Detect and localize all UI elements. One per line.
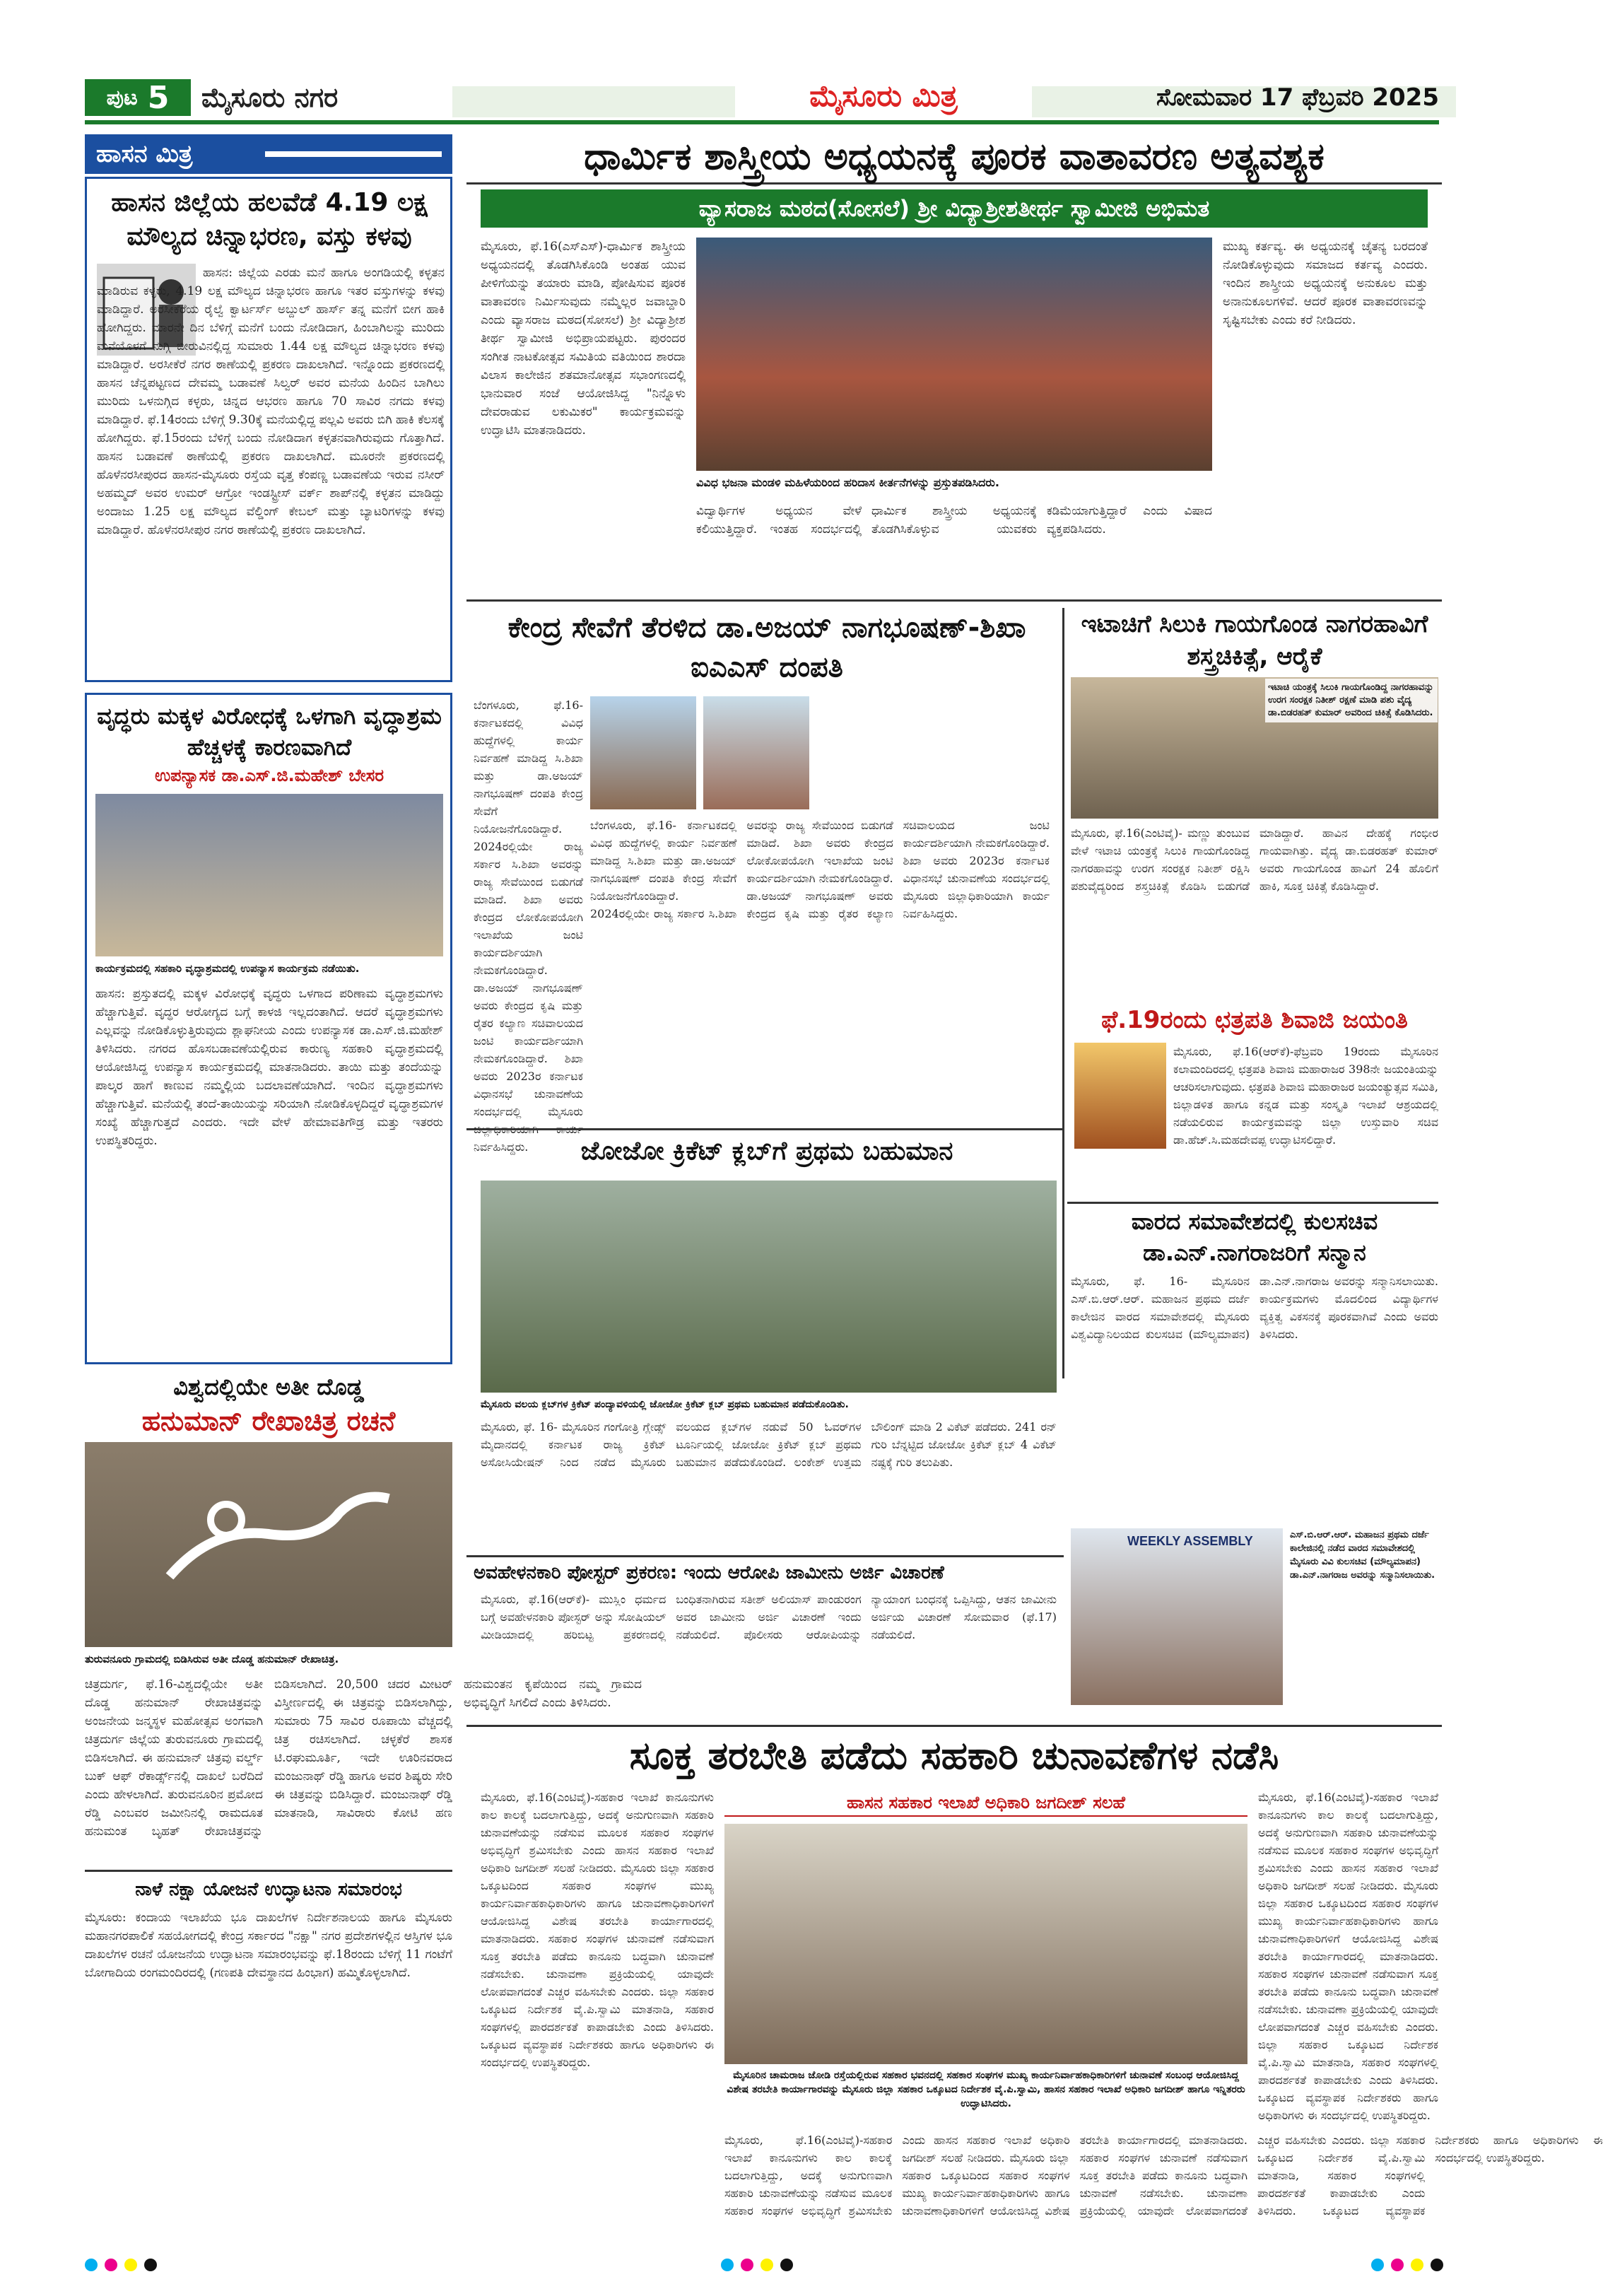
weekly-assembly-banner: WEEKLY ASSEMBLY [1127, 1534, 1253, 1548]
lead-photo-caption: ವಿವಿಧ ಭಜನಾ ಮಂಡಳಿ ಮಹಿಳೆಯರಿಂದ ಹರಿದಾಸ ಕೀರ್ತನೆಗಳನ್ನು ಪ್ರಸ್ತುತಪಡಿಸಿದರು. [696, 476, 999, 489]
coop-divider [466, 1725, 1442, 1727]
story-theft-headline: ಹಾಸನ ಜಿಲ್ಲೆಯ ಹಲವೆಡೆ 4.19 ಲಕ್ಷ ಮೌಲ್ಯದ ಚಿನ್ನಾಭರಣ, ವಸ್ತು ಕಳವು [111, 188, 428, 251]
coop-headline: ಸೂಕ್ತ ತರಬೇತಿ ಪಡೆದು ಸಹಕಾರಿ ಚುನಾವಣೆಗಳ ನಡೆಸಿ [629, 1733, 1279, 1778]
paper-name: ಮೈಸೂರು ಮಿತ್ರ [735, 75, 1032, 117]
coop-body-mid: ಮೈಸೂರು, ಫೆ.16(ಎಂಟಿವೈ)-ಸಹಕಾರ ಇಲಾಖೆ ಕಾನೂನುಗಳು ಕಾಲ ಕಾಲಕ್ಕೆ ಬದಲಾಗುತ್ತಿದ್ದು, ಅದಕ್ಕೆ ಅನುಗುಣವಾಗಿ ಸಹಕಾರಿ ಚುನಾವಣೆಯನ್ನು ನಡೆಸುವ ಮೂಲಕ ಸಹಕಾರ ಸಂಘಗಳ ಅಭಿವೃದ್ಧಿಗೆ ಶ್ರಮಿಸಬೇಕು ಎಂದು ಹಾಸನ ಸಹಕಾರ ಇಲಾಖೆ ಅಧಿಕಾರಿ ಜಗದೀಶ್ ಸಲಹೆ ನೀಡಿದರು. ಮೈಸೂರು ಜಿಲ್ಲಾ ಸಹಕಾರ ಒಕ್ಕೂಟದಿಂದ ಸಹಕಾರ ಸಂಘಗಳ ಮುಖ್ಯ ಕಾರ್ಯನಿರ್ವಾಹಕಾಧಿಕಾರಿಗಳು ಹಾಗೂ ಚುನಾವಣಾಧಿಕಾರಿಗಳಿಗೆ ಆಯೋಜಿಸಿದ್ದ ವಿಶೇಷ ತರಬೇತಿ ಕಾರ್ಯಾಗಾರದಲ್ಲಿ ಮಾತನಾಡಿದರು. ಸಹಕಾರ ಸಂಘಗಳ ಚುನಾವಣೆ ನಡೆಸುವಾಗ ಸೂಕ್ತ ತರಬೇತಿ ಪಡೆದು ಕಾನೂನು ಬದ್ಧವಾಗಿ ಚುನಾವಣೆ ನಡೆಸಬೇಕು. ಚುನಾವಣಾ ಪ್ರಕ್ರಿಯೆಯಲ್ಲಿ ಯಾವುದೇ ಲೋಪವಾಗದಂತೆ ಎಚ್ಚರ ವಹಿಸಬೇಕು ಎಂದರು. ಜಿಲ್ಲಾ ಸಹಕಾರ ಒಕ್ಕೂಟದ ನಿರ್ದೇಶಕ ವೈ.ಪಿ.ಸ್ವಾಮಿ ಮಾತನಾಡಿ, ಸಹಕಾರ ಸಂಘಗಳಲ್ಲಿ ಪಾರದರ್ಶಕತೆ ಕಾಪಾಡಬೇಕು ಎಂದು ತಿಳಿಸಿದರು. ಒಕ್ಕೂಟದ ವ್ಯವಸ್ಥಾಪಕ ನಿರ್ದೇಶಕರು ಹಾಗೂ ಅಧಿಕಾರಿಗಳು ಈ ಸಂದರ್ಭದಲ್ಲಿ ಉಪಸ್ಥಿತರಿದ್ದರು. [724, 2133, 1603, 2218]
oldage-event-photo [95, 794, 443, 956]
section-banner-hasana [85, 134, 452, 174]
cricket-headline: ಜೋಜೋ ಕ್ರಿಕೆಟ್ ಕ್ಲಬ್‌ಗೆ ಪ್ರಥಮ ಬಹುಮಾನ [580, 1137, 953, 1166]
story-oldage [85, 693, 452, 1364]
coop-workshop-photo [724, 1824, 1247, 2064]
section-banner-label: ಹಾಸನ ಮಿತ್ರ [96, 140, 193, 168]
story-oldage-subhead: ಉಪನ್ಯಾಸಕ ಡಾ.ಎಸ್.ಜಿ.ಮಹೇಶ್ ಬೇಸರ [154, 766, 384, 785]
color-registration-marks-right [1371, 2259, 1450, 2274]
story-hanuman-headline-1: ವಿಶ್ವದಲ್ಲಿಯೇ ಅತೀ ದೊಡ್ಡ [173, 1374, 364, 1400]
lead-bhajan-photo [696, 238, 1212, 471]
oldage-photo-caption: ಕಾರ್ಯಕ್ರಮದಲ್ಲಿ ಸಹಕಾರಿ ವೃದ್ಧಾಶ್ರಮದಲ್ಲಿ ಉಪನ್ಯಾಸ ಕಾರ್ಯಕ್ರಮ ನಡೆಯಿತು. [95, 962, 360, 975]
registrar-divider [1067, 1202, 1438, 1204]
registrar-photo-caption: ಎಸ್.ಬಿ.ಆರ್.ಆರ್. ಮಹಾಜನ ಪ್ರಥಮ ದರ್ಜೆ ಕಾಲೇಜಿನಲ್ಲಿ ನಡೆದ ವಾರದ ಸಮಾವೇಶದಲ್ಲಿ ಮೈಸೂರು ವಿವಿ ಕುಲಸಚಿವ (ಮೌಲ್ಯಮಾಪನ) ಡಾ.ಎನ್.ನಾಗರಾಜ ಅವರನ್ನು ಸನ್ಮಾನಿಸಲಾಯಿತು. [1290, 1530, 1435, 1581]
shivaji-headline: ಫೆ.19ರಂದು ಛತ್ರಪತಿ ಶಿವಾಜಿ ಜಯಂತಿ [1101, 1006, 1408, 1034]
lead-body-left: ಮೈಸೂರು, ಫೆ.16(ಎಸ್‌ಎಸ್)-ಧಾರ್ಮಿಕ ಶಾಸ್ತ್ರೀಯ ಅಧ್ಯಯನದಲ್ಲಿ ತೊಡಗಿಸಿಕೊಂಡಿ ಅಂತಹ ಯುವ ಪೀಳಿಗೆಯನ್ನು ತಯಾರು ಮಾಡಿ, ಪೋಷಿಸುವ ಪೂರಕ ವಾತಾವರಣ ನಿರ್ಮಿಸುವುದು ನಮ್ಮೆಲ್ಲರ ಜವಾಬ್ದಾರಿ ಎಂದು ವ್ಯಾಸರಾಜ ಮಠದ(ಸೋಸಲೆ) ಶ್ರೀ ವಿದ್ಯಾಶ್ರೀಶ ತೀರ್ಥ ಸ್ವಾಮೀಜಿ ಅಭಿಪ್ರಾಯಪಟ್ಟರು. ಪುರಂದರ ಸಂಗೀತ ನಾಟಕೋತ್ಸವ ಸಮಿತಿಯ ವತಿಯಿಂದ ಶಾರದಾ ವಿಲಾಸ ಕಾಲೇಜಿನ ಶತಮಾನೋತ್ಸವ ಸಭಾಂಗಣದಲ್ಲಿ ಭಾನುವಾರ ಸಂಜೆ ಆಯೋಜಿಸಿದ್ದ "ನಿನ್ನೊಳು ದೇವರಾಡುವ ಲಕುಮಿಕರ" ಕಾರ್ಯಕ್ರಮವನ್ನು ಉದ್ಘಾಟಿಸಿ ಮಾತನಾಡಿದರು. [481, 240, 686, 438]
story-hanuman-headline-2: ಹನುಮಾನ್ ರೇಖಾಚಿತ್ರ ರಚನೆ [141, 1405, 396, 1436]
ajay-portrait [590, 696, 696, 809]
masthead-rule [85, 120, 1439, 124]
lead-body-right: ಮುಖ್ಯ ಕರ್ತವ್ಯ. ಈ ಅಧ್ಯಯನಕ್ಕೆ ಚೈತನ್ಯ ಬರದಂತೆ ನೋಡಿಕೊಳ್ಳುವುದು ಸಮಾಜದ ಕರ್ತವ್ಯ ಎಂದರು. ಇಂದಿನ ಶಾಸ್ತ್ರೀಯ ಅಧ್ಯಯನಕ್ಕೆ ಅನುಕೂಲ ಮತ್ತು ಅನಾನುಕೂಲಗಳಿವೆ. ಆದರೆ ಪೂರಕ ವಾತಾವರಣವನ್ನು ಸೃಷ್ಟಿಸಬೇಕು ಎಂದು ಕರೆ ನೀಡಿದರು. [1223, 240, 1428, 327]
shivaji-portrait [1074, 1043, 1166, 1149]
shivaji-body: ಮೈಸೂರು, ಫೆ.16(ಆರ್‌ಕೆ)-ಫೆಬ್ರವರಿ 19ರಂದು ಮೈಸೂರಿನ ಕಲಾಮಂದಿರದಲ್ಲಿ ಛತ್ರಪತಿ ಶಿವಾಜಿ ಮಹಾರಾಜರ 398ನೇ ಜಯಂತಿಯನ್ನು ಆಚರಿಸಲಾಗುವುದು. ಛತ್ರಪತಿ ಶಿವಾಜಿ ಮಹಾರಾಜರ ಜಯಂತ್ಯುತ್ಸವ ಸಮಿತಿ, ಜಿಲ್ಲಾಡಳಿತ ಹಾಗೂ ಕನ್ನಡ ಮತ್ತು ಸಂಸ್ಕೃತಿ ಇಲಾಖೆ ಆಶ್ರಯದಲ್ಲಿ ನಡೆಯಲಿರುವ ಕಾರ್ಯಕ್ರಮವನ್ನು ಜಿಲ್ಲಾ ಉಸ್ತುವಾರಿ ಸಚಿವ ಡಾ.ಹೆಚ್.ಸಿ.ಮಹದೇವಪ್ಪ ಉದ್ಘಾಟಿಸಲಿದ್ದಾರೆ. [1173, 1045, 1438, 1147]
lead-body-mid: ವಿದ್ವಾರ್ಥಿಗಳ ಅಧ್ಯಯನ ವೇಳೆ ಕಲಿಯುತ್ತಿದ್ದಾರೆ. ಇಂತಹ ಸಂದರ್ಭದಲ್ಲಿ ಧಾರ್ಮಿಕ ಶಾಸ್ತ್ರೀಯ ಅಧ್ಯಯನಕ್ಕೆ ತೊಡಗಿಸಿಕೊಳ್ಳುವ ಯುವಕರು ಕಡಿಮೆಯಾಗುತ್ತಿದ್ದಾರೆ ಎಂದು ವಿಷಾದ ವ್ಯಕ್ತಪಡಿಸಿದರು. [696, 504, 1212, 537]
bail-body: ಮೈಸೂರು, ಫೆ.16(ಆರ್‌ಕೆ)- ಮುಸ್ಲಿಂ ಧರ್ಮದ ಬಗ್ಗೆ ಅವಹೇಳನಕಾರಿ ಪೋಸ್ಟರ್ ಅನ್ನು ಸೋಷಿಯಲ್ ಮೀಡಿಯಾದಲ್ಲಿ ಹರಿಬಿಟ್ಟ ಪ್ರಕರಣದಲ್ಲಿ ಬಂಧಿತನಾಗಿರುವ ಸತೀಶ್ ಅಲಿಯಾಸ್ ಪಾಂಡುರಂಗ ಅವರ ಜಾಮೀನು ಅರ್ಜಿ ವಿಚಾರಣೆ ಇಂದು ನಡೆಯಲಿದೆ. ಪೊಲೀಸರು ಆರೋಪಿಯನ್ನು ನ್ಯಾಯಾಂಗ ಬಂಧನಕ್ಕೆ ಒಪ್ಪಿಸಿದ್ದು, ಆತನ ಜಾಮೀನು ಅರ್ಜಿಯ ವಿಚಾರಣೆ ಸೋಮವಾರ (ಫೆ.17) ನಡೆಯಲಿದೆ. [481, 1593, 1057, 1641]
coop-subhead: ಹಾಸನ ಸಹಕಾರ ಇಲಾಖೆ ಅಧಿಕಾರಿ ಜಗದೀಶ್ ಸಲಹೆ [724, 1788, 1247, 1817]
registrar-body: ಮೈಸೂರು, ಫೆ. 16- ಮೈಸೂರಿನ ಎಸ್.ಬಿ.ಆರ್.ಆರ್. ಮಹಾಜನ ಪ್ರಥಮ ದರ್ಜೆ ಕಾಲೇಜಿನ ವಾರದ ಸಮಾವೇಶದಲ್ಲಿ ಮೈಸೂರು ವಿಶ್ವವಿದ್ಯಾನಿಲಯದ ಕುಲಸಚಿವ (ಮೌಲ್ಯಮಾಪನ) ಡಾ.ಎನ್.ನಾಗರಾಜ ಅವರನ್ನು ಸನ್ಮಾನಿಸಲಾಯಿತು. ಕಾರ್ಯಕ್ರಮಗಳು ಮೊದಲಿಂದ ವಿದ್ಯಾರ್ಥಿಗಳ ವ್ಯಕ್ತಿತ್ವ ವಿಕಸನಕ್ಕೆ ಪೂರಕವಾಗಿವೆ ಎಂದು ಅವರು ತಿಳಿಸಿದರು. [1071, 1275, 1438, 1341]
story-oldage-headline: ವೃದ್ಧರು ಮಕ್ಕಳ ವಿರೋಧಕ್ಕೆ ಒಳಗಾಗಿ ವೃದ್ಧಾಶ್ರಮ ಹೆಚ್ಚಳಕ್ಕೆ ಕಾರಣವಾಗಿದೆ [97, 703, 442, 761]
cricket-team-photo [481, 1181, 1057, 1393]
coop-body-right: ಮೈಸೂರು, ಫೆ.16(ಎಂಟಿವೈ)-ಸಹಕಾರ ಇಲಾಖೆ ಕಾನೂನುಗಳು ಕಾಲ ಕಾಲಕ್ಕೆ ಬದಲಾಗುತ್ತಿದ್ದು, ಅದಕ್ಕೆ ಅನುಗುಣವಾಗಿ ಸಹಕಾರಿ ಚುನಾವಣೆಯನ್ನು ನಡೆಸುವ ಮೂಲಕ ಸಹಕಾರ ಸಂಘಗಳ ಅಭಿವೃದ್ಧಿಗೆ ಶ್ರಮಿಸಬೇಕು ಎಂದು ಹಾಸನ ಸಹಕಾರ ಇಲಾಖೆ ಅಧಿಕಾರಿ ಜಗದೀಶ್ ಸಲಹೆ ನೀಡಿದರು. ಮೈಸೂರು ಜಿಲ್ಲಾ ಸಹಕಾರ ಒಕ್ಕೂಟದಿಂದ ಸಹಕಾರ ಸಂಘಗಳ ಮುಖ್ಯ ಕಾರ್ಯನಿರ್ವಾಹಕಾಧಿಕಾರಿಗಳು ಹಾಗೂ ಚುನಾವಣಾಧಿಕಾರಿಗಳಿಗೆ ಆಯೋಜಿಸಿದ್ದ ವಿಶೇಷ ತರಬೇತಿ ಕಾರ್ಯಾಗಾರದಲ್ಲಿ ಮಾತನಾಡಿದರು. ಸಹಕಾರ ಸಂಘಗಳ ಚುನಾವಣೆ ನಡೆಸುವಾಗ ಸೂಕ್ತ ತರಬೇತಿ ಪಡೆದು ಕಾನೂನು ಬದ್ಧವಾಗಿ ಚುನಾವಣೆ ನಡೆಸಬೇಕು. ಚುನಾವಣಾ ಪ್ರಕ್ರಿಯೆಯಲ್ಲಿ ಯಾವುದೇ ಲೋಪವಾಗದಂತೆ ಎಚ್ಚರ ವಹಿಸಬೇಕು ಎಂದರು. ಜಿಲ್ಲಾ ಸಹಕಾರ ಒಕ್ಕೂಟದ ನಿರ್ದೇಶಕ ವೈ.ಪಿ.ಸ್ವಾಮಿ ಮಾತನಾಡಿ, ಸಹಕಾರ ಸಂಘಗಳಲ್ಲಿ ಪಾರದರ್ಶಕತೆ ಕಾಪಾಡಬೇಕು ಎಂದು ತಿಳಿಸಿದರು. ಒಕ್ಕೂಟದ ವ್ಯವಸ್ಥಾಪಕ ನಿರ್ದೇಶಕರು ಹಾಗೂ ಅಧಿಕಾರಿಗಳು ಈ ಸಂದರ್ಭದಲ್ಲಿ ಉಪಸ್ಥಿತರಿದ್ದರು. [1258, 1791, 1438, 2122]
story-hanuman-body: ಚಿತ್ರದುರ್ಗ, ಫೆ.16-ವಿಶ್ವದಲ್ಲಿಯೇ ಅತೀ ದೊಡ್ಡ ಹನುಮಾನ್ ರೇಖಾಚಿತ್ರವನ್ನು ಅಂಜನೇಯ ಜನ್ಮಸ್ಥಳ ಮಹೋತ್ಸವ ಅಂಗವಾಗಿ ಚಿತ್ರದುರ್ಗ ಜಿಲ್ಲೆಯ ತುರುವನೂರು ಗ್ರಾಮದಲ್ಲಿ ಬಿಡಿಸಲಾಗಿದೆ. ಈ ಹನುಮಾನ್ ಚಿತ್ರವು ವರ್ಲ್ಡ್ ಬುಕ್ ಆಫ್ ರೆಕಾರ್ಡ್ಸ್‌ನಲ್ಲಿ ದಾಖಲೆ ಬರೆದಿದೆ ಎಂದು ಹೇಳಲಾಗಿದೆ. ತುರುವನೂರಿನ ಪ್ರಮೋದ ರೆಡ್ಡಿ ಎಂಬವರ ಜಮೀನಿನಲ್ಲಿ ರಾಮದೂತ ಹನುಮಂತ ಬೃಹತ್ ರೇಖಾಚಿತ್ರವನ್ನು ಬಿಡಿಸಲಾಗಿದೆ. 20,500 ಚದರ ಮೀಟರ್ ವಿಸ್ತೀರ್ಣದಲ್ಲಿ ಈ ಚಿತ್ರವನ್ನು ಬಿಡಿಸಲಾಗಿದ್ದು, ಸುಮಾರು 75 ಸಾವಿರ ರೂಪಾಯಿ ವೆಚ್ಚದಲ್ಲಿ ಚಿತ್ರ ರಚಿಸಲಾಗಿದೆ. ಚಳ್ಳಕೆರೆ ಶಾಸಕ ಟಿ.ರಘುಮೂರ್ತಿ, ಇದೇ ಊರಿನವರಾದ ಮಂಜುನಾಥ್ ರೆಡ್ಡಿ ಹಾಗೂ ಅವರ ಶಿಷ್ಯರು ಸೇರಿ ಈ ಚಿತ್ರವನ್ನು ಬಿಡಿಸಿದ್ದಾರೆ. ಮಂಜುನಾಥ್ ರೆಡ್ಡಿ ಮಾತನಾಡಿ, ಸಾವಿರಾರು ಕೋಟಿ ಹಣ ಹನುಮಂತನ ಕೃಪೆಯಿಂದ ನಮ್ಮ ಗ್ರಾಮದ ಅಭಿವೃದ್ಧಿಗೆ ಸಿಗಲಿದೆ ಎಂದು ತಿಳಿಸಿದರು. [85, 1677, 642, 1839]
story-theft [85, 177, 452, 682]
lead-divider [466, 599, 1442, 602]
section-title: ಮೈಸೂರು ನಗರ [201, 82, 339, 113]
cricket-photo-caption: ಮೈಸೂರು ವಲಯ ಕ್ಲಬ್‌ಗಳ ಕ್ರಿಕೆಟ್ ಪಂದ್ಯಾವಳಿಯಲ್ಲಿ ಜೋಜೋ ಕ್ರಿಕೆಟ್ ಕ್ಲಬ್ ಪ್ರಥಮ ಬಹುಮಾನ ಪಡೆದುಕೊಂಡಿತು. [481, 1399, 849, 1410]
issue-date: ಸೋಮವಾರ 17 ಫೆಬ್ರವರಿ 2025 [1156, 83, 1439, 112]
hanuman-drawing-photo [85, 1442, 452, 1647]
snake-photo-caption: ಇಟಾಚಿ ಯಂತ್ರಕ್ಕೆ ಸಿಲುಕಿ ಗಾಯಗೊಂಡಿದ್ದ ನಾಗರಹಾವನ್ನು ಉರಗ ಸಂರಕ್ಷಕ ನಿತೀಶ್ ರಕ್ಷಣೆ ಮಾಡಿ ಪಶು ವೈದ್ಯ ಡಾ.ಬಿಡರಹತ್ ಕುಮಾರ್ ಅವರಿಂದ ಚಿಕಿತ್ಸೆ ಕೊಡಿಸಿದರು. [1265, 679, 1438, 722]
registrar-headline: ವಾರದ ಸಮಾವೇಶದಲ್ಲಿ ಕುಲಸಚಿವ ಡಾ.ಎನ್.ನಾಗರಾಜರಿಗೆ ಸನ್ಮಾನ [1131, 1208, 1378, 1266]
color-registration-marks-left [85, 2259, 164, 2274]
lead-headline: ಧಾರ್ಮಿಕ ಶಾಸ್ತ್ರೀಯ ಅಧ್ಯಯನಕ್ಕೆ ಪೂರಕ ವಾತಾವರಣ ಅತ್ಯವಶ್ಯಕ [466, 131, 1442, 184]
hanuman-photo-caption: ತುರುವನೂರು ಗ್ರಾಮದಲ್ಲಿ ಬಿಡಿಸಿರುವ ಅತೀ ದೊಡ್ಡ ಹನುಮಾನ್ ರೇಖಾಚಿತ್ರ. [85, 1653, 339, 1665]
story-naksha [85, 1870, 452, 2075]
coop-photo-caption: ಮೈಸೂರಿನ ಚಾಮರಾಜ ಜೋಡಿ ರಸ್ತೆಯಲ್ಲಿರುವ ಸಹಕಾರ ಭವನದಲ್ಲಿ ಸಹಕಾರ ಸಂಘಗಳ ಮುಖ್ಯ ಕಾರ್ಯನಿರ್ವಾಹಕಾಧಿಕಾರಿಗಳಿಗೆ ಚುನಾವಣೆ ಸಂಬಂಧ ಆಯೋಜಿಸಿದ್ದ ವಿಶೇಷ ತರಬೇತಿ ಕಾರ್ಯಾಗಾರವನ್ನು ಮೈಸೂರು ಜಿಲ್ಲಾ ಸಹಕಾರ ಒಕ್ಕೂಟದ ನಿರ್ದೇಶಕ ವೈ.ಪಿ.ಸ್ವಾಮಿ, ಹಾಸನ ಸಹಕಾರ ಇಲಾಖೆ ಅಧಿಕಾರಿ ಜಗದೀಶ್ ಹಾಗೂ ಇನ್ನಿತರರು ಉದ್ಘಾಟಿಸಿದರು. [727, 2070, 1245, 2109]
ias-body-2: ಬೆಂಗಳೂರು, ಫೆ.16- ಕರ್ನಾಟಕದಲ್ಲಿ ವಿವಿಧ ಹುದ್ದೆಗಳಲ್ಲಿ ಕಾರ್ಯ ನಿರ್ವಹಣೆ ಮಾಡಿದ್ದ ಸಿ.ಶಿಖಾ ಮತ್ತು ಡಾ.ಅಜಯ್ ನಾಗಭೂಷಣ್ ದಂಪತಿ ಕೇಂದ್ರ ಸೇವೆಗೆ ನಿಯೋಜನೆಗೊಂಡಿದ್ದಾರೆ. 2024ರಲ್ಲಿಯೇ ರಾಜ್ಯ ಸರ್ಕಾರ ಸಿ.ಶಿಖಾ ಅವರನ್ನು ರಾಜ್ಯ ಸೇವೆಯಿಂದ ಬಿಡುಗಡೆ ಮಾಡಿದೆ. ಶಿಖಾ ಅವರು ಕೇಂದ್ರದ ಲೋಕೋಪಯೋಗಿ ಇಲಾಖೆಯ ಜಂಟಿ ಕಾರ್ಯದರ್ಶಿಯಾಗಿ ನೇಮಕಗೊಂಡಿದ್ದಾರೆ. ಡಾ.ಅಜಯ್ ನಾಗಭೂಷಣ್ ಅವರು ಕೇಂದ್ರದ ಕೃಷಿ ಮತ್ತು ರೈತರ ಕಲ್ಯಾಣ ಸಚಿವಾಲಯದ ಜಂಟಿ ಕಾರ್ಯದರ್ಶಿಯಾಗಿ ನೇಮಕಗೊಂಡಿದ್ದಾರೆ. ಶಿಖಾ ಅವರು 2023ರ ಕರ್ನಾಟಕ ವಿಧಾನಸಭೆ ಚುನಾವಣೆಯ ಸಂದರ್ಭದಲ್ಲಿ ಮೈಸೂರು ಜಿಲ್ಲಾಧಿಕಾರಿಯಾಗಿ ಕಾರ್ಯ ನಿರ್ವಹಿಸಿದ್ದರು. [590, 819, 1050, 920]
shikha-portrait [703, 696, 809, 809]
story-naksha-body: ಮೈಸೂರು: ಕಂದಾಯ ಇಲಾಖೆಯ ಭೂ ದಾಖಲೆಗಳ ನಿರ್ದೇಶನಾಲಯ ಹಾಗೂ ಮೈಸೂರು ಮಹಾನಗರಪಾಲಿಕೆ ಸಹಯೋಗದಲ್ಲಿ ಕೇಂದ್ರ ಸರ್ಕಾರದ "ನಕ್ಷಾ" ನಗರ ಪ್ರದೇಶಗಳಲ್ಲಿನ ಆಸ್ತಿಗಳ ಭೂ ದಾಖಲೆಗಳ ರಚನೆ ಯೋಜನೆಯ ಉದ್ಘಾಟನಾ ಸಮಾರಂಭವನ್ನು ಫೆ.18ರಂದು ಬೆಳಿಗ್ಗೆ 11 ಗಂಟೆಗೆ ಬೋಗಾದಿಯ ರಂಗಮಂದಿರದಲ್ಲಿ (ಗಣಪತಿ ದೇವಸ್ಥಾನದ ಹಿಂಭಾಗ) ಹಮ್ಮಿಕೊಳ್ಳಲಾಗಿದೆ. [85, 1911, 452, 1980]
color-registration-marks-center [721, 2259, 800, 2274]
registrar-event-photo [1071, 1528, 1283, 1705]
cricket-divider [466, 1128, 1064, 1130]
ias-body-1: ಬೆಂಗಳೂರು, ಫೆ.16- ಕರ್ನಾಟಕದಲ್ಲಿ ವಿವಿಧ ಹುದ್ದೆಗಳಲ್ಲಿ ಕಾರ್ಯ ನಿರ್ವಹಣೆ ಮಾಡಿದ್ದ ಸಿ.ಶಿಖಾ ಮತ್ತು ಡಾ.ಅಜಯ್ ನಾಗಭೂಷಣ್ ದಂಪತಿ ಕೇಂದ್ರ ಸೇವೆಗೆ ನಿಯೋಜನೆಗೊಂಡಿದ್ದಾರೆ. 2024ರಲ್ಲಿಯೇ ರಾಜ್ಯ ಸರ್ಕಾರ ಸಿ.ಶಿಖಾ ಅವರನ್ನು ರಾಜ್ಯ ಸೇವೆಯಿಂದ ಬಿಡುಗಡೆ ಮಾಡಿದೆ. ಶಿಖಾ ಅವರು ಕೇಂದ್ರದ ಲೋಕೋಪಯೋಗಿ ಇಲಾಖೆಯ ಜಂಟಿ ಕಾರ್ಯದರ್ಶಿಯಾಗಿ ನೇಮಕಗೊಂಡಿದ್ದಾರೆ. ಡಾ.ಅಜಯ್ ನಾಗಭೂಷಣ್ ಅವರು ಕೇಂದ್ರದ ಕೃಷಿ ಮತ್ತು ರೈತರ ಕಲ್ಯಾಣ ಸಚಿವಾಲಯದ ಜಂಟಿ ಕಾರ್ಯದರ್ಶಿಯಾಗಿ ನೇಮಕಗೊಂಡಿದ್ದಾರೆ. ಶಿಖಾ ಅವರು 2023ರ ಕರ್ನಾಟಕ ವಿಧಾನಸಭೆ ಚುನಾವಣೆಯ ಸಂದರ್ಭದಲ್ಲಿ ಮೈಸೂರು ನಿರ್ವಹಿಸಿದ್ದರು. [474, 698, 583, 1154]
bail-divider [466, 1555, 1064, 1557]
story-theft-body: ಹಾಸನ: ಜಿಲ್ಲೆಯ ಎರಡು ಮನೆ ಹಾಗೂ ಅಂಗಡಿಯಲ್ಲಿ ಕಳ್ಳತನ ಮಾಡಿರುವ ಕಳ್ಳರು, 4.19 ಲಕ್ಷ ಮೌಲ್ಯದ ಚಿನ್ನಾಭರಣ ಹಾಗೂ ಇತರ ವಸ್ತುಗಳನ್ನು ಕಳವು ಮಾಡಿದ್ದಾರೆ. ಅರಸೀಕೆರೆಯ ರೈಲ್ವೆ ಕ್ವಾರ್ಟರ್ಸ್ ಅಬ್ದುಲ್ ಹಾರ್ಸ್ ತನ್ನ ಮನೆಗೆ ಬೀಗ ಹಾಕಿ ಹೋಗಿದ್ದರು. ಮಾರನೇ ದಿನ ಬೆಳಿಗ್ಗೆ ಮನೆಗೆ ಬಂದು ನೋಡಿದಾಗ, ಹಿಂಬಾಗಿಲನ್ನು ಮುರಿದು ಮನೆಯೊಳಗೆ ನುಗ್ಗಿ ಬೀರುವಿನಲ್ಲಿದ್ದ ಸುಮಾರು 1.44 ಲಕ್ಷ ಮೌಲ್ಯದ ಚಿನ್ನಾಭರಣ ಕಳವು ಮಾಡಿದ್ದಾರೆ. ಅರಸೀಕೆರೆ ನಗರ ಠಾಣೆಯಲ್ಲಿ ಪ್ರಕರಣ ದಾಖಲಾಗಿದೆ. ಇನ್ನೊಂದು ಪ್ರಕರಣದಲ್ಲಿ ಹಾಸನ ಚೆನ್ನಪಟ್ಟಣದ ದೇವಮ್ಮ ಬಡಾವಣೆ ಸಿಲ್ವರ್ ಅವರ ಮನೆಯ ಹಿಂದಿನ ಬಾಗಿಲು ಮುರಿದು ಒಳನುಗ್ಗಿದ ಕಳ್ಳರು, ಚಿನ್ನದ ಆಭರಣ ಹಾಗೂ 70 ಸಾವಿರ ನಗದು ಕಳವು ಮಾಡಿದ್ದಾರೆ. ಫೆ.14ರಂದು ಬೆಳಿಗ್ಗೆ 9.30ಕ್ಕೆ ಮನೆಯಲ್ಲಿದ್ದ ಪಲ್ಲವಿ ಅವರು ಬಿಗಿ ಹಾಕಿ ಕೆಲಸಕ್ಕೆ ಹೋಗಿದ್ದರು. ಫೆ.15ರಂದು ಬೆಳಿಗ್ಗೆ ಬಂದು ನೋಡಿದಾಗ ಕಳ್ಳತನವಾಗಿರುವುದು ಗೊತ್ತಾಗಿದೆ. ಹಾಸನ ಬಡಾವಣೆ ಠಾಣೆಯಲ್ಲಿ ಪ್ರಕರಣ ದಾಖಲಾಗಿದೆ. ಮೂರನೇ ಪ್ರಕರಣದಲ್ಲಿ ಹೊಳೆನರಸೀಪುರದ ಹಾಸನ-ಮೈಸೂರು ರಸ್ತೆಯ ವೃತ್ತ ಕೆಂಪಣ್ಣ ಬಡಾವಣೆಯ ಇರುವ ನಸೀರ್ ಅಹಮ್ಮದ್ ಅವರ ಉಮರ್ ಆಗ್ರೋ ಇಂಡಸ್ಟ್ರೀಸ್ ವರ್ಕ್ ಶಾಪ್‌ನಲ್ಲಿ ಕಳ್ಳತನ ಮಾಡಿದ್ದು ಅಂದಾಜು 1.25 ಲಕ್ಷ ಮೌಲ್ಯದ ವೆಲ್ಡಿಂಗ್ ಕೇಬಲ್ ಮತ್ತು ಬ್ಯಾಟರಿಗಳನ್ನು ಕಳವು ಮಾಡಿದ್ದಾರೆ. ಹೊಳೆನರಸೀಪುರ ನಗರ ಠಾಣೆಯಲ್ಲಿ ಪ್ರಕರಣ ದಾಖಲಾಗಿದೆ. [97, 266, 445, 537]
page-number-box [85, 79, 191, 116]
coop-body-left: ಮೈಸೂರು, ಫೆ.16(ಎಂಟಿವೈ)-ಸಹಕಾರ ಇಲಾಖೆ ಕಾನೂನುಗಳು ಕಾಲ ಕಾಲಕ್ಕೆ ಬದಲಾಗುತ್ತಿದ್ದು, ಅದಕ್ಕೆ ಅನುಗುಣವಾಗಿ ಸಹಕಾರಿ ಚುನಾವಣೆಯನ್ನು ನಡೆಸುವ ಮೂಲಕ ಸಹಕಾರ ಸಂಘಗಳ ಅಭಿವೃದ್ಧಿಗೆ ಶ್ರಮಿಸಬೇಕು ಎಂದು ಹಾಸನ ಸಹಕಾರ ಇಲಾಖೆ ಅಧಿಕಾರಿ ಜಗದೀಶ್ ಸಲಹೆ ನೀಡಿದರು. ಮೈಸೂರು ಜಿಲ್ಲಾ ಸಹಕಾರ ಒಕ್ಕೂಟದಿಂದ ಸಹಕಾರ ಸಂಘಗಳ ಮುಖ್ಯ ಕಾರ್ಯನಿರ್ವಾಹಕಾಧಿಕಾರಿಗಳು ಹಾಗೂ ಚುನಾವಣಾಧಿಕಾರಿಗಳಿಗೆ ಆಯೋಜಿಸಿದ್ದ ವಿಶೇಷ ತರಬೇತಿ ಕಾರ್ಯಾಗಾರದಲ್ಲಿ ಮಾತನಾಡಿದರು. ಸಹಕಾರ ಸಂಘಗಳ ಚುನಾವಣೆ ನಡೆಸುವಾಗ ಸೂಕ್ತ ತರಬೇತಿ ಪಡೆದು ಕಾನೂನು ಬದ್ಧವಾಗಿ ಚುನಾವಣೆ ನಡೆಸಬೇಕು. ಚುನಾವಣಾ ಪ್ರಕ್ರಿಯೆಯಲ್ಲಿ ಯಾವುದೇ ಲೋಪವಾಗದಂತೆ ಎಚ್ಚರ ವಹಿಸಬೇಕು ಎಂದರು. ಜಿಲ್ಲಾ ಸಹಕಾರ ಒಕ್ಕೂಟದ ನಿರ್ದೇಶಕ ವೈ.ಪಿ.ಸ್ವಾಮಿ ಮಾತನಾಡಿ, ಸಹಕಾರ ಸಂಘಗಳಲ್ಲಿ ಪಾರದರ್ಶಕತೆ ಕಾಪಾಡಬೇಕು ಎಂದು ತಿಳಿಸಿದರು. ಒಕ್ಕೂಟದ ವ್ಯವಸ್ಥಾಪಕ ನಿರ್ದೇಶಕರು ಹಾಗೂ ಅಧಿಕಾರಿಗಳು ಈ ಸಂದರ್ಭದಲ್ಲಿ ಉಪಸ್ಥಿತರಿದ್ದರು. [481, 1791, 714, 2069]
bail-headline: ಅವಹೇಳನಕಾರಿ ಪೋಸ್ಟರ್ ಪ್ರಕರಣ: ಇಂದು ಆರೋಪಿ ಜಾಮೀನು ಅರ್ಜಿ ವಿಚಾರಣೆ [474, 1562, 944, 1583]
cricket-body: ಮೈಸೂರು, ಫೆ. 16- ಮೈಸೂರಿನ ಗಂಗೋತ್ರಿ ಗ್ಲೇಡ್ಸ್ ಮೈದಾನದಲ್ಲಿ ಕರ್ನಾಟಕ ರಾಜ್ಯ ಕ್ರಿಕೆಟ್ ಅಸೋಸಿಯೇಷನ್ ನಿಂದ ನಡೆದ ಮೈಸೂರು ವಲಯದ ಕ್ಲಬ್‌ಗಳ ನಡುವೆ 50 ಓವರ್‌ಗಳ ಟೂರ್ನಿಯಲ್ಲಿ ಜೋಜೋ ಕ್ರಿಕೆಟ್ ಕ್ಲಬ್ ಪ್ರಥಮ ಬಹುಮಾನ ಪಡೆದುಕೊಂಡಿದೆ. ಲಂಕೇಶ್ ಉತ್ತಮ ಬೌಲಿಂಗ್ ಮಾಡಿ 2 ವಿಕೆಟ್ ಪಡೆದರು. 241 ರನ್ ಗುರಿ ಬೆನ್ನಟ್ಟಿದ ಜೋಜೋ ಕ್ರಿಕೆಟ್ ಕ್ಲಬ್ 4 ವಿಕೆಟ್ ನಷ್ಟಕ್ಕೆ ಗುರಿ ತಲುಪಿತು. [481, 1420, 1057, 1469]
story-hanuman [85, 1371, 642, 1859]
snake-headline: ಇಟಾಚಿಗೆ ಸಿಲುಕಿ ಗಾಯಗೊಂಡ ನಾಗರಹಾವಿಗೆ ಶಸ್ತ್ರಚಿಕಿತ್ಸೆ, ಆರೈಕೆ [1081, 610, 1428, 671]
page-number: 5 [147, 79, 170, 116]
lead-subhead: ವ್ಯಾಸರಾಜ ಮಠದ(ಸೋಸಲೆ) ಶ್ರೀ ವಿದ್ಯಾಶ್ರೀಶತೀರ್ಥ ಸ್ವಾಮೀಜಿ ಅಭಿಮತ [481, 189, 1428, 228]
story-naksha-headline: ನಾಳೆ ನಕ್ಷಾ ಯೋಜನೆ ಉದ್ಘಾಟನಾ ಸಮಾರಂಭ [135, 1879, 402, 1900]
snake-body: ಮೈಸೂರು, ಫೆ.16(ಎಂಟಿವೈ)- ಮಣ್ಣು ತುಂಬುವ ವೇಳೆ ಇಟಾಚಿ ಯಂತ್ರಕ್ಕೆ ಸಿಲುಕಿ ಗಾಯಗೊಂಡಿದ್ದ ನಾಗರಹಾವನ್ನು ಉರಗ ಸಂರಕ್ಷಕ ನಿತೀಶ್ ರಕ್ಷಿಸಿ ಪಶುವೈದ್ಯರಿಂದ ಶಸ್ತ್ರಚಿಕಿತ್ಸೆ ಕೊಡಿಸಿ ಬಿಡುಗಡೆ ಮಾಡಿದ್ದಾರೆ. ಹಾವಿನ ದೇಹಕ್ಕೆ ಗಂಭೀರ ಗಾಯವಾಗಿತ್ತು. ವೈದ್ಯ ಡಾ.ಬಿಡರಹತ್ ಕುಮಾರ್ ಅವರು ಗಾಯಗೊಂಡ ಹಾವಿಗೆ 24 ಹೊಲಿಗೆ ಹಾಕಿ, ಸೂಕ್ತ ಚಿಕಿತ್ಸೆ ಕೊಡಿಸಿದ್ದಾರೆ. [1071, 826, 1438, 893]
story-oldage-body: ಹಾಸನ: ಪ್ರಸ್ತುತದಲ್ಲಿ ಮಕ್ಕಳ ವಿರೋಧಕ್ಕೆ ವೃದ್ಧರು ಒಳಗಾದ ಪರಿಣಾಮ ವೃದ್ಧಾಶ್ರಮಗಳು ಹೆಚ್ಚಾಗುತ್ತಿವೆ. ವೃದ್ಧರ ಆರೋಗ್ಯದ ಬಗ್ಗೆ ಕಾಳಜಿ ಇಲ್ಲದಂತಾಗಿದೆ. ಆದರೆ ವೃದ್ಧಾಶ್ರಮಗಳು ಎಲ್ಲವನ್ನು ನೋಡಿಕೊಳ್ಳುತ್ತಿರುವುದು ಶ್ಲಾಘನೀಯ ಎಂದು ಉಪನ್ಯಾಸಕ ಡಾ.ಎಸ್.ಜಿ.ಮಹೇಶ್ ತಿಳಿಸಿದರು. ನಗರದ ಹೊಸಬಡಾವಣೆಯಲ್ಲಿರುವ ಕಾರುಣ್ಯ ಸಹಕಾರಿ ವೃದ್ಧಾಶ್ರಮದಲ್ಲಿ ಆಯೋಜಿಸಿದ್ದ ಉಪನ್ಯಾಸ ಕಾರ್ಯಕ್ರಮದಲ್ಲಿ ಮಾತನಾಡಿದರು. ತಾಯಿ ಮತ್ತು ತಂದೆಯನ್ನು ಪಾಲ್ಕರ ಹಾಗೆ ಕಾಣುವ ನಮ್ಮಲ್ಲಿಯ ಬದಲಾವಣೆಯಾಗಿದೆ. ಇಂದಿನ ವೃದ್ಧಾಶ್ರಮಗಳು ಹೆಚ್ಚಾಗುತ್ತಿವೆ. ಮನೆಯಲ್ಲಿ ತಂದೆ-ತಾಯಿಯನ್ನು ಸರಿಯಾಗಿ ನೋಡಿಕೊಳ್ಳದಿದ್ದರೆ ವೃದ್ಧಾಶ್ರಮಗಳ ಸಂಖ್ಯೆ ಹೆಚ್ಚಾಗುತ್ತದೆ ಎಂದರು. ಇದೇ ವೇಳೆ ಹೇಮಾವತಿಗೌಡ್ರ ಮತ್ತು ಇತರರು ಉಪಸ್ಥಿತರಿದ್ದರು. [95, 987, 443, 1148]
column-rule-right [1062, 608, 1064, 1378]
banner-stripe [265, 151, 442, 157]
page-label: ಪುಟ [106, 85, 138, 110]
ias-headline: ಕೇಂದ್ರ ಸೇವೆಗೆ ತೆರಳಿದ ಡಾ.ಅಜಯ್ ನಾಗಭೂಷಣ್-ಶಿಖಾ ಐಎಎಸ್ ದಂಪತಿ [507, 611, 1026, 684]
